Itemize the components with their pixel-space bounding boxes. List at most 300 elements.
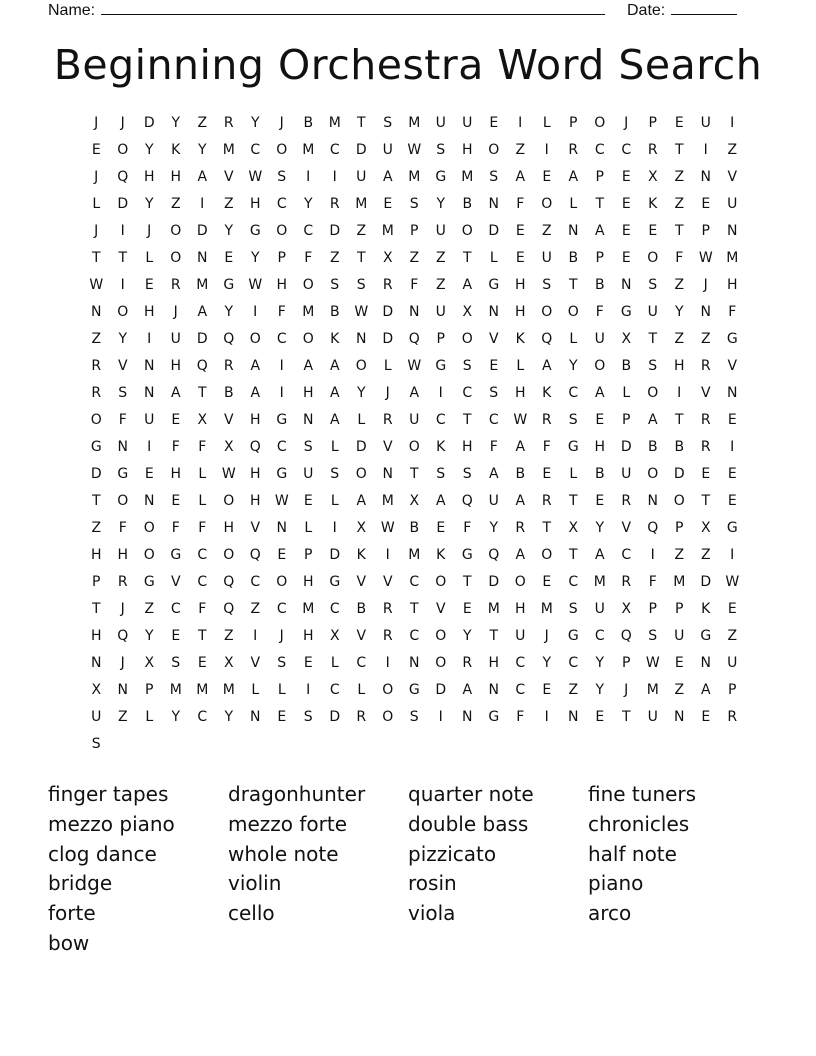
grid-cell: R	[621, 493, 632, 509]
grid-cell: S	[303, 439, 313, 455]
grid-cell: H	[514, 277, 526, 293]
grid-cell: V	[382, 574, 393, 590]
grid-cell: B	[594, 277, 605, 293]
grid-cell: U	[515, 628, 526, 644]
grid-cell: F	[648, 574, 657, 590]
grid-cell: K	[648, 196, 658, 212]
grid-cell: E	[489, 115, 499, 131]
grid-cell: I	[332, 520, 337, 536]
grid-cell: U	[647, 304, 658, 320]
grid-cell: N	[117, 682, 128, 698]
grid-cell: A	[197, 304, 208, 320]
grid-cell: G	[620, 304, 632, 320]
grid-cell: Y	[224, 223, 234, 239]
grid-cell: R	[91, 385, 102, 401]
grid-cell: O	[673, 493, 685, 509]
grid-cell: L	[516, 358, 525, 374]
grid-cell: A	[356, 493, 367, 509]
grid-cell: N	[197, 250, 208, 266]
grid-cell: P	[622, 412, 631, 428]
grid-cell: M	[408, 169, 421, 185]
grid-cell: T	[674, 412, 684, 428]
grid-cell: L	[145, 709, 154, 725]
grid-cell: F	[516, 196, 525, 212]
grid-cell: M	[461, 169, 474, 185]
grid-cell: X	[462, 304, 473, 320]
grid-cell: E	[91, 142, 101, 158]
grid-cell: N	[647, 493, 658, 509]
grid-cell: W	[513, 412, 528, 428]
grid-cell: V	[356, 628, 367, 644]
grid-cell: E	[621, 223, 631, 239]
grid-cell: C	[329, 682, 340, 698]
grid-cell: X	[621, 331, 632, 347]
grid-cell: Q	[249, 547, 261, 563]
grid-cell: Z	[117, 709, 128, 725]
grid-cell: M	[381, 223, 394, 239]
grid-cell: G	[90, 439, 102, 455]
grid-cell: Y	[356, 385, 366, 401]
word-list-item: pizzicato	[408, 841, 497, 866]
grid-cell: N	[700, 169, 711, 185]
grid-cell: H	[143, 169, 155, 185]
grid-cell: M	[408, 547, 421, 563]
grid-cell: A	[515, 439, 526, 455]
grid-cell: V	[727, 169, 738, 185]
grid-cell: L	[92, 196, 101, 212]
grid-cell: I	[385, 655, 390, 671]
grid-cell: Y	[462, 628, 472, 644]
grid-cell: G	[488, 277, 500, 293]
grid-cell: L	[383, 358, 392, 374]
grid-cell: R	[515, 520, 526, 536]
grid-cell: E	[144, 466, 154, 482]
grid-cell: T	[118, 250, 128, 266]
grid-cell: S	[409, 196, 419, 212]
grid-cell: Z	[250, 601, 261, 617]
grid-cell: H	[514, 385, 526, 401]
name-field[interactable]	[48, 0, 605, 20]
grid-cell: J	[544, 628, 549, 644]
grid-cell: O	[594, 358, 606, 374]
grid-cell: E	[171, 412, 181, 428]
grid-cell: B	[515, 466, 526, 482]
grid-cell: T	[356, 115, 366, 131]
grid-cell: V	[223, 412, 234, 428]
grid-cell: L	[330, 655, 339, 671]
grid-cell: F	[198, 439, 207, 455]
grid-cell: L	[198, 466, 207, 482]
grid-cell: H	[143, 304, 155, 320]
grid-cell: L	[569, 466, 578, 482]
grid-cell: D	[355, 439, 367, 455]
grid-cell: Z	[727, 142, 738, 158]
grid-cell: Y	[568, 358, 578, 374]
grid-cell: N	[488, 682, 499, 698]
grid-cell: E	[727, 493, 737, 509]
grid-cell: D	[488, 223, 500, 239]
date-field[interactable]	[627, 0, 737, 20]
grid-cell: J	[94, 223, 99, 239]
grid-cell: C	[435, 412, 446, 428]
grid-cell: P	[648, 115, 657, 131]
grid-cell: D	[700, 574, 712, 590]
grid-cell: V	[223, 169, 234, 185]
grid-cell: T	[648, 331, 658, 347]
grid-cell: A	[329, 358, 340, 374]
grid-cell: I	[677, 385, 682, 401]
grid-cell: T	[489, 628, 499, 644]
grid-cell: D	[382, 304, 394, 320]
grid-cell: O	[435, 628, 447, 644]
grid-cell: S	[383, 115, 393, 131]
grid-cell: A	[700, 682, 711, 698]
grid-cell: X	[382, 250, 393, 266]
grid-cell: T	[197, 385, 207, 401]
grid-cell: P	[648, 601, 657, 617]
grid-cell: E	[648, 223, 658, 239]
grid-cell: B	[409, 520, 420, 536]
grid-cell: V	[700, 385, 711, 401]
grid-cell: O	[276, 574, 288, 590]
grid-cell: I	[730, 547, 735, 563]
grid-cell: D	[90, 466, 102, 482]
grid-cell: O	[117, 142, 129, 158]
grid-cell: E	[462, 601, 472, 617]
grid-cell: A	[647, 412, 658, 428]
grid-cell: D	[488, 574, 500, 590]
grid-cell: L	[357, 682, 366, 698]
grid-cell: F	[198, 601, 207, 617]
grid-cell: S	[330, 466, 340, 482]
grid-cell: C	[276, 331, 287, 347]
grid-cell: E	[621, 196, 631, 212]
grid-cell: L	[569, 331, 578, 347]
grid-cell: L	[277, 682, 286, 698]
grid-cell: X	[91, 682, 102, 698]
grid-cell: G	[435, 169, 447, 185]
grid-cell: M	[408, 115, 421, 131]
grid-cell: P	[145, 682, 154, 698]
grid-cell: G	[488, 709, 500, 725]
grid-cell: H	[117, 547, 129, 563]
grid-cell: Z	[700, 547, 711, 563]
grid-cell: E	[727, 601, 737, 617]
grid-cell: M	[355, 196, 368, 212]
grid-cell: F	[304, 250, 313, 266]
grid-cell: N	[117, 439, 128, 455]
grid-cell: C	[409, 628, 420, 644]
grid-cell: E	[595, 412, 605, 428]
grid-cell: B	[568, 250, 579, 266]
grid-cell: D	[117, 196, 129, 212]
grid-cell: F	[516, 709, 525, 725]
grid-cell: L	[145, 250, 154, 266]
grid-cell: B	[462, 196, 473, 212]
grid-cell: D	[355, 142, 367, 158]
grid-cell: I	[147, 439, 152, 455]
grid-cell: H	[90, 547, 102, 563]
grid-cell: F	[277, 304, 286, 320]
grid-cell: H	[726, 277, 738, 293]
grid-cell: E	[542, 169, 552, 185]
header-row	[48, 0, 748, 18]
grid-cell: H	[514, 601, 526, 617]
grid-cell: U	[435, 304, 446, 320]
grid-cell: H	[170, 169, 182, 185]
grid-cell: O	[647, 250, 659, 266]
grid-cell: E	[542, 466, 552, 482]
grid-cell: E	[171, 628, 181, 644]
grid-cell: I	[385, 547, 390, 563]
grid-cell: A	[594, 223, 605, 239]
grid-cell: T	[462, 250, 472, 266]
grid-cell: N	[276, 520, 287, 536]
grid-cell: Z	[674, 277, 685, 293]
grid-cell: Z	[170, 196, 181, 212]
grid-cell: Z	[700, 331, 711, 347]
grid-cell: I	[438, 385, 443, 401]
word-list-item: mezzo forte	[228, 811, 348, 836]
grid-cell: B	[356, 601, 367, 617]
grid-cell: S	[436, 142, 446, 158]
grid-cell: G	[408, 682, 420, 698]
grid-cell: O	[382, 682, 394, 698]
grid-cell: S	[462, 358, 472, 374]
grid-cell: S	[542, 277, 552, 293]
grid-cell: M	[196, 682, 209, 698]
grid-cell: F	[118, 520, 127, 536]
grid-cell: T	[409, 601, 419, 617]
grid-cell: Y	[303, 196, 313, 212]
grid-cell: N	[700, 304, 711, 320]
grid-cell: C	[197, 574, 208, 590]
grid-cell: U	[356, 169, 367, 185]
grid-cell: G	[726, 520, 738, 536]
grid-cell: U	[170, 331, 181, 347]
grid-cell: T	[91, 601, 101, 617]
grid-cell: Y	[250, 115, 260, 131]
grid-cell: W	[221, 466, 236, 482]
grid-cell: A	[250, 385, 261, 401]
grid-cell: D	[620, 439, 632, 455]
grid-cell: S	[330, 277, 340, 293]
grid-cell: C	[594, 142, 605, 158]
word-list-item: whole note	[228, 841, 339, 866]
grid-cell: O	[541, 547, 553, 563]
grid-cell: K	[542, 385, 552, 401]
grid-cell: E	[197, 655, 207, 671]
word-list-item: bridge	[48, 871, 113, 896]
grid-cell: J	[147, 223, 152, 239]
grid-cell: W	[407, 358, 422, 374]
grid-cell: I	[147, 331, 152, 347]
grid-cell: V	[621, 520, 632, 536]
grid-cell: E	[595, 709, 605, 725]
grid-cell: H	[302, 385, 314, 401]
word-list-item: arco	[588, 901, 632, 926]
grid-cell: Q	[223, 601, 235, 617]
grid-cell: H	[249, 466, 261, 482]
grid-cell: X	[409, 493, 420, 509]
word-list-item: chronicles	[588, 811, 690, 836]
grid-cell: R	[170, 277, 181, 293]
grid-cell: M	[302, 304, 315, 320]
word-list-item: forte	[48, 901, 96, 926]
grid-cell: V	[727, 358, 738, 374]
grid-cell: E	[383, 196, 393, 212]
grid-cell: D	[143, 115, 155, 131]
word-list-item: viola	[408, 901, 456, 926]
grid-cell: E	[303, 655, 313, 671]
grid-cell: K	[701, 601, 711, 617]
grid-cell: H	[594, 439, 606, 455]
grid-cell: X	[197, 412, 208, 428]
grid-cell: Y	[144, 628, 154, 644]
grid-cell: Y	[224, 709, 234, 725]
grid-cell: Z	[515, 142, 526, 158]
word-list-item: clog dance	[48, 841, 157, 866]
grid-cell: Z	[674, 169, 685, 185]
grid-cell: I	[332, 169, 337, 185]
grid-cell: P	[675, 520, 684, 536]
grid-cell: C	[488, 412, 499, 428]
grid-cell: H	[249, 493, 261, 509]
name-line[interactable]	[101, 0, 605, 15]
grid-cell: Z	[568, 682, 579, 698]
grid-cell: I	[253, 304, 258, 320]
grid-cell: V	[435, 601, 446, 617]
grid-cell: A	[197, 169, 208, 185]
grid-cell: U	[700, 115, 711, 131]
grid-cell: G	[117, 466, 129, 482]
grid-cell: W	[89, 277, 104, 293]
grid-cell: F	[595, 304, 604, 320]
grid-cell: A	[462, 277, 473, 293]
grid-cell: T	[197, 628, 207, 644]
grid-cell: T	[356, 250, 366, 266]
grid-cell: M	[222, 142, 235, 158]
grid-cell: M	[169, 682, 182, 698]
grid-cell: F	[410, 277, 419, 293]
grid-cell: A	[488, 466, 499, 482]
grid-cell: Q	[408, 331, 420, 347]
grid-cell: L	[330, 493, 339, 509]
date-line[interactable]	[671, 0, 737, 15]
grid-cell: I	[253, 628, 258, 644]
grid-cell: K	[515, 331, 525, 347]
grid-cell: J	[279, 115, 284, 131]
grid-cell: N	[144, 358, 155, 374]
grid-cell: O	[90, 412, 102, 428]
grid-cell: N	[303, 412, 314, 428]
grid-cell: S	[568, 601, 578, 617]
grid-cell: E	[515, 223, 525, 239]
grid-cell: R	[700, 439, 711, 455]
grid-cell: O	[435, 655, 447, 671]
grid-cell: G	[249, 223, 261, 239]
grid-cell: B	[594, 466, 605, 482]
grid-cell: E	[727, 466, 737, 482]
grid-cell: Z	[197, 115, 208, 131]
grid-cell: Q	[488, 547, 500, 563]
grid-cell: A	[541, 358, 552, 374]
grid-cell: H	[488, 655, 500, 671]
grid-cell: X	[223, 439, 234, 455]
grid-cell: U	[435, 115, 446, 131]
grid-cell: Y	[224, 304, 234, 320]
grid-cell: Z	[674, 547, 685, 563]
grid-cell: B	[647, 439, 658, 455]
grid-cell: X	[621, 601, 632, 617]
grid-cell: E	[595, 493, 605, 509]
grid-cell: G	[329, 574, 341, 590]
grid-cell: M	[222, 682, 235, 698]
grid-cell: Z	[91, 520, 102, 536]
grid-cell: H	[249, 196, 261, 212]
grid-cell: O	[117, 304, 129, 320]
grid-cell: R	[91, 358, 102, 374]
grid-cell: U	[647, 709, 658, 725]
grid-cell: S	[118, 385, 128, 401]
grid-cell: S	[648, 628, 658, 644]
grid-cell: T	[91, 250, 101, 266]
grid-cell: Y	[489, 520, 499, 536]
grid-cell: W	[645, 655, 660, 671]
grid-cell: Y	[197, 142, 207, 158]
grid-cell: F	[489, 439, 498, 455]
grid-cell: J	[94, 115, 99, 131]
grid-cell: S	[648, 358, 658, 374]
grid-cell: O	[276, 142, 288, 158]
grid-cell: J	[624, 682, 629, 698]
grid-cell: C	[515, 655, 526, 671]
grid-cell: B	[223, 385, 234, 401]
grid-cell: S	[91, 736, 101, 752]
grid-cell: I	[438, 709, 443, 725]
grid-cell: N	[409, 304, 420, 320]
grid-cell: X	[356, 520, 367, 536]
grid-cell: U	[621, 466, 632, 482]
grid-cell: C	[462, 385, 473, 401]
grid-cell: Z	[223, 628, 234, 644]
grid-cell: N	[144, 493, 155, 509]
grid-cell: E	[489, 358, 499, 374]
grid-cell: R	[568, 142, 579, 158]
grid-cell: F	[728, 304, 737, 320]
grid-cell: S	[171, 655, 181, 671]
grid-cell: S	[489, 169, 499, 185]
grid-cell: P	[595, 169, 604, 185]
grid-cell: R	[382, 277, 393, 293]
grid-cell: C	[329, 601, 340, 617]
word-list-item: half note	[588, 841, 677, 866]
grid-cell: Z	[674, 331, 685, 347]
grid-cell: X	[329, 628, 340, 644]
grid-cell: V	[488, 331, 499, 347]
grid-cell: Q	[223, 331, 235, 347]
grid-cell: O	[143, 547, 155, 563]
grid-cell: L	[251, 682, 260, 698]
grid-cell: C	[621, 547, 632, 563]
grid-cell: C	[250, 142, 261, 158]
grid-cell: X	[223, 655, 234, 671]
grid-cell: I	[200, 196, 205, 212]
grid-cell: T	[674, 223, 684, 239]
letter-grid	[83, 110, 746, 758]
word-list-item: double bass	[408, 811, 529, 836]
grid-cell: F	[675, 250, 684, 266]
